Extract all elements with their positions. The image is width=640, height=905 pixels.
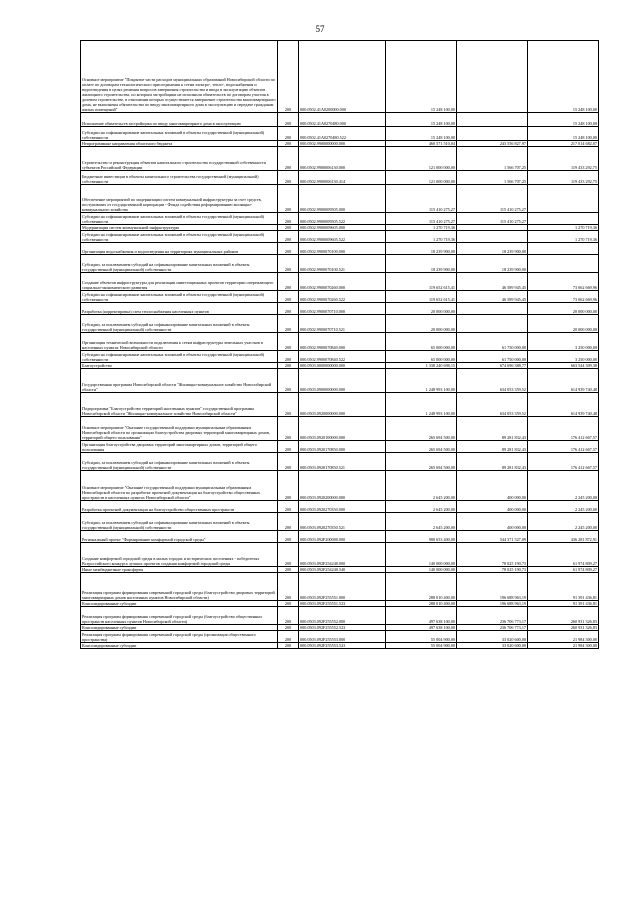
- row-classification-code: 000.0503.0920000000.000: [299, 393, 386, 417]
- row-code: 200: [278, 315, 299, 333]
- row-classification-code: 000.0503.0920270350.521: [299, 513, 386, 531]
- row-unexecuted-amount: 15 248 100,00: [528, 41, 599, 113]
- row-code: 200: [278, 273, 299, 291]
- row-code: 200: [278, 185, 299, 213]
- row-approved-amount: 55 004 900,00: [386, 631, 457, 643]
- table-row: [81, 643, 599, 649]
- row-approved-amount: 119 652 615,41: [386, 273, 457, 291]
- row-unexecuted-amount: 73 062 669,96: [528, 291, 599, 303]
- row-unexecuted-amount: 1 270 719,36: [528, 225, 599, 231]
- row-unexecuted-amount: 217 014 682,07: [528, 141, 599, 147]
- row-code: 200: [278, 213, 299, 225]
- row-executed-amount: 46 589 945,45: [457, 273, 528, 291]
- row-approved-amount: 55 004 900,00: [386, 643, 457, 649]
- row-executed-amount: 544 371 527,09: [457, 531, 528, 543]
- table-row: [81, 513, 599, 531]
- row-executed-amount: 196 688 963,19: [457, 573, 528, 601]
- row-unexecuted-amount: 15 248 100,00: [528, 113, 599, 127]
- table-row: [81, 127, 599, 141]
- row-classification-code: 000.0503.092F255553.523: [299, 643, 386, 649]
- row-classification-code: 000.0502.9900006130.000: [299, 147, 386, 171]
- row-unexecuted-amount: 119 433 292,75: [528, 147, 599, 171]
- row-unexecuted-amount: 73 062 669,96: [528, 273, 599, 291]
- row-name: Создание объектов инфраструктуры для реализации инвестиционных проектов территории опережающего социально-экономического развития: [81, 273, 278, 291]
- row-classification-code: 000.0503.092F254240.000: [299, 543, 386, 567]
- row-code: 200: [278, 501, 299, 513]
- row-classification-code: 000.0502.9900006130.414: [299, 171, 386, 185]
- row-approved-amount: 15 248 100,00: [386, 113, 457, 127]
- row-executed-amount: 46 589 945,45: [457, 291, 528, 303]
- row-name: Субсидии на софинансирование капитальных вложений в объекты государственной (муниципальной) собственности: [81, 351, 278, 363]
- row-approved-amount: 65 000 000,00: [386, 333, 457, 351]
- row-name: Консолидированные субсидии: [81, 625, 278, 631]
- table-row: [81, 213, 599, 225]
- row-unexecuted-amount: 260 931 326,83: [528, 625, 599, 631]
- row-classification-code: 000.0502.9900009505.522: [299, 213, 386, 225]
- row-unexecuted-amount: 614 939 740,48: [528, 369, 599, 393]
- row-classification-code: 000.0503.0920200000.000: [299, 471, 386, 501]
- row-executed-amount: [457, 113, 528, 127]
- row-code: 200: [278, 141, 299, 147]
- row-executed-amount: 89 281 832,43: [457, 453, 528, 471]
- row-executed-amount: 33 020 600,00: [457, 631, 528, 643]
- row-classification-code: 000.0503.092F255552.523: [299, 625, 386, 631]
- row-unexecuted-amount: 15 248 100,00: [528, 127, 599, 141]
- row-code: 200: [278, 303, 299, 315]
- row-name: Благоустройство: [81, 363, 278, 369]
- row-approved-amount: 1 270 719,36: [386, 231, 457, 243]
- row-code: 200: [278, 127, 299, 141]
- row-name: Реализация программ формирования современной городской среды (благоустройство дворовых территорий многоквартирных домов населенных пунктов Новосибирской области): [81, 573, 278, 601]
- row-classification-code: 000.0503.092F200000.000: [299, 531, 386, 543]
- row-executed-amount: [457, 315, 528, 333]
- row-approved-amount: 497 638 100,00: [386, 625, 457, 631]
- row-unexecuted-amount: 614 939 740,48: [528, 393, 599, 417]
- table-row: [81, 573, 599, 601]
- row-classification-code: 000.0502.41А0270480.522: [299, 127, 386, 141]
- row-executed-amount: 89 281 832,43: [457, 417, 528, 441]
- row-approved-amount: 18 239 900,00: [386, 243, 457, 255]
- row-classification-code: 000.0503.0920170850.521: [299, 453, 386, 471]
- row-code: 200: [278, 393, 299, 417]
- row-name: Субсидии, за исключением субсидий на софинансирование капитальных вложений в объекты государственной (муниципальной) собственности: [81, 513, 278, 531]
- row-unexecuted-amount: 176 412 667,57: [528, 453, 599, 471]
- row-executed-amount: 18 239 900,00: [457, 243, 528, 255]
- row-classification-code: 000.0503.0000000000.000: [299, 363, 386, 369]
- table-row: [81, 417, 599, 441]
- row-code: 200: [278, 573, 299, 601]
- table-row: [81, 291, 599, 303]
- row-code: 200: [278, 601, 299, 607]
- row-code: 200: [278, 441, 299, 453]
- row-code: 200: [278, 171, 299, 185]
- row-unexecuted-amount: 260 931 326,83: [528, 607, 599, 625]
- row-executed-amount: 196 688 963,19: [457, 601, 528, 607]
- row-name: Субсидии, за исключением субсидий на софинансирование капитальных вложений в объекты государственной (муниципальной) собственности: [81, 315, 278, 333]
- row-classification-code: 000.0502.9900070840.000: [299, 333, 386, 351]
- row-name: Иные межбюджетные трансферты: [81, 567, 278, 573]
- row-approved-amount: 265 694 500,00: [386, 441, 457, 453]
- row-code: 200: [278, 453, 299, 471]
- row-approved-amount: 18 239 900,00: [386, 255, 457, 273]
- row-code: 200: [278, 567, 299, 573]
- row-executed-amount: 115 410 275,27: [457, 213, 528, 225]
- row-classification-code: 000.0502.9900000000.000: [299, 141, 386, 147]
- row-code: 200: [278, 607, 299, 625]
- page-number: 57: [315, 24, 325, 34]
- row-executed-amount: [457, 41, 528, 113]
- row-code: 200: [278, 625, 299, 631]
- row-unexecuted-amount: 3 250 000,00: [528, 351, 599, 363]
- row-code: 200: [278, 417, 299, 441]
- table-row: [81, 453, 599, 471]
- row-code: 200: [278, 225, 299, 231]
- row-approved-amount: 20 000 000,00: [386, 303, 457, 315]
- row-approved-amount: 115 410 275,27: [386, 185, 457, 213]
- table-row: [81, 113, 599, 127]
- row-code: 200: [278, 243, 299, 255]
- row-executed-amount: 33 020 600,00: [457, 643, 528, 649]
- row-executed-amount: 61 750 000,00: [457, 333, 528, 351]
- row-unexecuted-amount: [528, 243, 599, 255]
- row-name: Субсидии на софинансирование капитальных вложений в объекты государственной (муниципальной) собственности: [81, 291, 278, 303]
- row-approved-amount: 980 653 400,00: [386, 531, 457, 543]
- row-name: Строительство и реконструкция объектов капитального строительства государственной собственности субъектов Российской Федерации: [81, 147, 278, 171]
- row-unexecuted-amount: 20 000 000,00: [528, 315, 599, 333]
- row-name: Разработка (корректировка) схем теплоснабжения населенных пунктов: [81, 303, 278, 315]
- row-name: Субсидии на софинансирование капитальных вложений в объекты государственной (муниципальной) собственности: [81, 231, 278, 243]
- row-executed-amount: 78 025 190,73: [457, 567, 528, 573]
- row-code: 200: [278, 291, 299, 303]
- row-name: Основное мероприятие "Покрытие части расходов муниципальных образований Новосибирской области по оплате по договорам технологического присоединения к сетям электро-, тепло-, водоснабжения и водоотведения в целях решения вопросов завершения строительства и ввода в эксплуатацию объектов жилищного строительства, по которым застройщики не исполнили обязательств по договорам участия в долевом строительстве, в отношении которых осуществляется завершение строительства многоквартирного дома, не выполнены обязательства по вводу многоквартирного дома в эксплуатацию и передаче гражданам жилых помещений": [81, 41, 278, 113]
- table-row: [81, 471, 599, 501]
- row-executed-amount: 400 000,00: [457, 471, 528, 501]
- row-approved-amount: 497 638 100,00: [386, 607, 457, 625]
- row-unexecuted-amount: 2 245 200,00: [528, 513, 599, 531]
- table-row: [81, 41, 599, 113]
- row-code: 200: [278, 255, 299, 273]
- row-classification-code: 000.0502.9900070100.000: [299, 243, 386, 255]
- row-name: Субсидии на софинансирование капитальных вложений в объекты государственной (муниципальной) собственности: [81, 213, 278, 225]
- table-row: [81, 243, 599, 255]
- row-executed-amount: 243 556 827,97: [457, 141, 528, 147]
- row-code: 200: [278, 333, 299, 351]
- table-row: [81, 171, 599, 185]
- table-row: [81, 255, 599, 273]
- row-classification-code: 000.0502.9900070100.521: [299, 255, 386, 273]
- table-row: [81, 393, 599, 417]
- row-code: 200: [278, 231, 299, 243]
- row-name: Консолидированные субсидии: [81, 601, 278, 607]
- row-name: Исполнение обязательств застройщика по вводу многоквартирного дома в эксплуатацию: [81, 113, 278, 127]
- row-executed-amount: 634 053 359,52: [457, 369, 528, 393]
- row-unexecuted-amount: [528, 185, 599, 213]
- row-classification-code: 000.0503.0920270350.000: [299, 501, 386, 513]
- row-classification-code: 000.0503.092F255551.523: [299, 601, 386, 607]
- row-name: Региональный проект "Формирование комфортной городской среды": [81, 531, 278, 543]
- row-name: Модернизация систем коммунальной инфраструктуры: [81, 225, 278, 231]
- row-approved-amount: 140 000 000,00: [386, 543, 457, 567]
- row-unexecuted-amount: 2 245 200,00: [528, 471, 599, 501]
- row-name: Подпрограмма "Благоустройство территорий населенных пунктов" государственной программы Новосибирской области "Жилищно-коммунальное хозяйство Новосибирской области": [81, 393, 278, 417]
- row-unexecuted-amount: 3 250 000,00: [528, 333, 599, 351]
- budget-execution-table: [80, 40, 599, 649]
- row-approved-amount: 2 645 200,00: [386, 471, 457, 501]
- row-code: 200: [278, 513, 299, 531]
- row-unexecuted-amount: 2 245 200,00: [528, 501, 599, 513]
- row-name: Субсидии на софинансирование капитальных вложений в объекты государственной (муниципальной) собственности: [81, 127, 278, 141]
- table-row: [81, 303, 599, 315]
- row-classification-code: 000.0502.41А0270480.000: [299, 113, 386, 127]
- row-name: Реализация программ формирования современной городской среды (благоустройство общественных пространств населенных пунктов Новосибирской области): [81, 607, 278, 625]
- row-name: Основное мероприятие "Оказание государственной поддержки муниципальным образованиям Новосибирской области по организации благоустройства дворовых территорий многоквартирных домов, территорий общего пользования": [81, 417, 278, 441]
- table-row: [81, 351, 599, 363]
- row-classification-code: 000.0503.092F255552.000: [299, 607, 386, 625]
- row-name: Организация технической возможности подключения к сетям инфраструктуры земельных участков в населенных пунктах Новосибирской области: [81, 333, 278, 351]
- row-executed-amount: 236 706 773,17: [457, 607, 528, 625]
- row-executed-amount: 115 410 275,27: [457, 185, 528, 213]
- row-classification-code: 000.0503.0920170850.000: [299, 441, 386, 453]
- row-name: Бюджетные инвестиции в объекты капитального строительства государственной (муниципальной) собственности: [81, 171, 278, 185]
- row-unexecuted-amount: [528, 255, 599, 273]
- row-unexecuted-amount: 61 974 809,27: [528, 543, 599, 567]
- row-code: 200: [278, 531, 299, 543]
- row-unexecuted-amount: 176 412 667,57: [528, 417, 599, 441]
- row-classification-code: 000.0502.9900070710.521: [299, 315, 386, 333]
- row-name: Организация благоустройства дворовых территорий многоквартирных домов, территорий общего пользования: [81, 441, 278, 453]
- row-name: Создание комфортной городской среды в малых городах и исторических поселениях - победителях Всероссийского конкурса лучших проектов создания комфортной городской среды: [81, 543, 278, 567]
- row-classification-code: 000.0502.41А0200000.000: [299, 41, 386, 113]
- row-approved-amount: 121 000 000,00: [386, 147, 457, 171]
- row-approved-amount: 65 000 000,00: [386, 351, 457, 363]
- row-code: 200: [278, 631, 299, 643]
- row-name: Консолидированные субсидии: [81, 643, 278, 649]
- row-unexecuted-amount: 91 391 436,81: [528, 573, 599, 601]
- row-classification-code: 000.0502.9900009605.000: [299, 225, 386, 231]
- row-unexecuted-amount: 61 974 809,27: [528, 567, 599, 573]
- table-row: [81, 147, 599, 171]
- row-code: 200: [278, 41, 299, 113]
- row-executed-amount: 674 696 388,77: [457, 363, 528, 369]
- row-executed-amount: 1 566 707,25: [457, 171, 528, 185]
- table-row: [81, 315, 599, 333]
- row-code: 200: [278, 351, 299, 363]
- row-approved-amount: 15 248 100,00: [386, 41, 457, 113]
- row-executed-amount: 634 053 359,52: [457, 393, 528, 417]
- row-unexecuted-amount: 176 412 667,57: [528, 441, 599, 453]
- row-code: 200: [278, 471, 299, 501]
- row-approved-amount: 1 248 993 100,00: [386, 369, 457, 393]
- row-classification-code: 000.0502.9900070260.000: [299, 273, 386, 291]
- row-approved-amount: 115 410 275,27: [386, 213, 457, 225]
- row-executed-amount: 18 239 900,00: [457, 255, 528, 273]
- row-approved-amount: 1 270 719,36: [386, 225, 457, 231]
- table-row: [81, 231, 599, 243]
- row-executed-amount: [457, 231, 528, 243]
- row-code: 200: [278, 113, 299, 127]
- row-approved-amount: 121 000 000,00: [386, 171, 457, 185]
- row-approved-amount: 140 000 000,00: [386, 567, 457, 573]
- table-row: [81, 185, 599, 213]
- row-approved-amount: 288 010 400,00: [386, 601, 457, 607]
- row-approved-amount: 1 338 240 698,15: [386, 363, 457, 369]
- row-classification-code: 000.0503.0900000000.000: [299, 369, 386, 393]
- row-unexecuted-amount: 663 544 309,38: [528, 363, 599, 369]
- row-classification-code: 000.0503.092F254240.540: [299, 567, 386, 573]
- row-executed-amount: [457, 303, 528, 315]
- table-row: [81, 543, 599, 567]
- row-unexecuted-amount: 21 984 300,00: [528, 631, 599, 643]
- row-unexecuted-amount: 91 391 436,81: [528, 601, 599, 607]
- row-approved-amount: 2 645 200,00: [386, 513, 457, 531]
- row-executed-amount: 61 750 000,00: [457, 351, 528, 363]
- table-row: [81, 631, 599, 643]
- row-code: 200: [278, 363, 299, 369]
- row-approved-amount: 460 571 510,04: [386, 141, 457, 147]
- row-approved-amount: 265 694 500,00: [386, 417, 457, 441]
- row-name: Обеспечение мероприятий по модернизации систем коммунальной инфраструктуры за счет средств, поступивших от государственной корпорации - Фонда содействия реформированию жилищно-коммунального хозяйства: [81, 185, 278, 213]
- row-classification-code: 000.0502.9900009505.000: [299, 185, 386, 213]
- row-classification-code: 000.0502.9900009605.522: [299, 231, 386, 243]
- table-row: [81, 607, 599, 625]
- row-executed-amount: 78 025 190,73: [457, 543, 528, 567]
- row-code: 200: [278, 643, 299, 649]
- row-unexecuted-amount: 1 270 719,36: [528, 231, 599, 243]
- table-row: [81, 369, 599, 393]
- row-classification-code: 000.0503.0920100000.000: [299, 417, 386, 441]
- table-row: [81, 531, 599, 543]
- table-row: [81, 501, 599, 513]
- row-classification-code: 000.0503.092F255553.000: [299, 631, 386, 643]
- row-approved-amount: 1 248 993 100,00: [386, 393, 457, 417]
- row-unexecuted-amount: [528, 213, 599, 225]
- row-approved-amount: 20 000 000,00: [386, 315, 457, 333]
- row-executed-amount: 236 706 773,17: [457, 625, 528, 631]
- row-executed-amount: 1 566 707,25: [457, 147, 528, 171]
- row-unexecuted-amount: 21 984 300,00: [528, 643, 599, 649]
- row-classification-code: 000.0503.092F255551.000: [299, 573, 386, 601]
- table-row: [81, 441, 599, 453]
- row-name: Непрограммные направления областного бюджета: [81, 141, 278, 147]
- row-code: 200: [278, 543, 299, 567]
- row-name: Субсидии, за исключением субсидий на софинансирование капитальных вложений в объекты государственной (муниципальной) собственности: [81, 255, 278, 273]
- row-executed-amount: 400 000,00: [457, 501, 528, 513]
- table-row: [81, 333, 599, 351]
- row-name: Государственная программа Новосибирской области "Жилищно-коммунальное хозяйство Новосибирской области": [81, 369, 278, 393]
- table-body: [81, 41, 599, 649]
- row-classification-code: 000.0502.9900070260.522: [299, 291, 386, 303]
- row-approved-amount: 119 652 615,41: [386, 291, 457, 303]
- row-executed-amount: 89 281 832,43: [457, 441, 528, 453]
- row-classification-code: 000.0502.9900070840.522: [299, 351, 386, 363]
- row-approved-amount: 288 010 400,00: [386, 573, 457, 601]
- row-approved-amount: 265 694 500,00: [386, 453, 457, 471]
- row-unexecuted-amount: 20 000 000,00: [528, 303, 599, 315]
- row-name: Организация водоснабжения и водоотведения на территориях муниципальных районов: [81, 243, 278, 255]
- table-row: [81, 273, 599, 291]
- row-name: Реализация программ формирования современной городской среды (организация общественного пространства): [81, 631, 278, 643]
- row-executed-amount: [457, 127, 528, 141]
- row-code: 200: [278, 369, 299, 393]
- row-code: 200: [278, 147, 299, 171]
- row-executed-amount: 400 000,00: [457, 513, 528, 531]
- row-approved-amount: 2 645 200,00: [386, 501, 457, 513]
- row-unexecuted-amount: 119 433 292,75: [528, 171, 599, 185]
- row-name: Основное мероприятие "Оказание государственной поддержки муниципальным образованиям Новосибирской области по разработке проектной документации на благоустройство общественных пространств в населенных пунктах Новосибирской области": [81, 471, 278, 501]
- row-unexecuted-amount: 436 281 872,91: [528, 531, 599, 543]
- row-approved-amount: 15 248 100,00: [386, 127, 457, 141]
- table-row: [81, 141, 599, 147]
- row-name: Субсидии, за исключением субсидий на софинансирование капитальных вложений в объекты государственной (муниципальной) собственности: [81, 453, 278, 471]
- row-name: Разработка проектной документации на благоустройство общественных пространств: [81, 501, 278, 513]
- row-classification-code: 000.0502.9900070710.000: [299, 303, 386, 315]
